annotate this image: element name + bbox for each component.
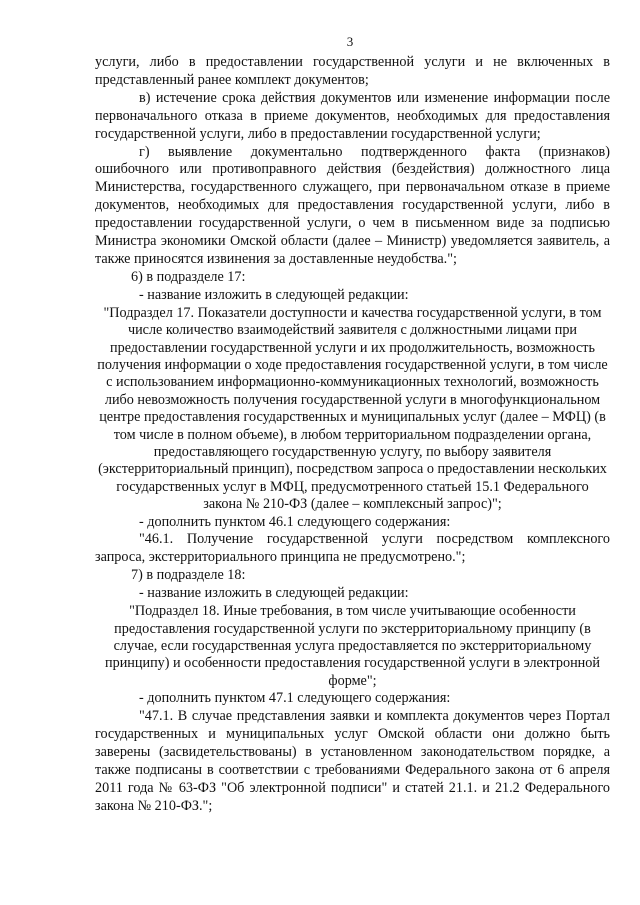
paragraph-add-46-1: - дополнить пунктом 46.1 следующего содержания: (139, 513, 451, 530)
paragraph-46-1: "46.1. Получение государственной услуги посредством комплексного запроса, экстерриториального принципа не предусмотрено."; (95, 531, 610, 566)
paragraph-continuation: услуги, либо в предоставлении государственной услуги и не включенных в представленный ранее комплект документов; (95, 54, 610, 88)
subsection-18-title: "Подраздел 18. Иные требования, в том числе учитывающие особенности предоставления государственной услуги по экстерриториальному принципу (в случае, если государственная услуга предоставляется по экстерриториальному принципу) и особенности предоставления государственной услуги в электронной форме"; (105, 603, 600, 689)
paragraph-item-7: 7) в подразделе 18: (131, 567, 246, 584)
subsection-17-title: "Подраздел 17. Показатели доступности и качества государственной услуги, в том числе количество взаимодействий заявителя с должностными лицами при предоставлении государственной услуги и их продолжительность, возможность получения информации о ходе предоставления государственной услуги, в том числе с использованием информационно-коммуникационных технологий, возможность либо невозможность получения государственной услуги в многофункциональном центре предоставления государственных и муниципальных услуг (далее – МФЦ) (в том числе в полном объеме), в любом территориальном подразделении органа, предоставляющего государственную услугу, по выбору заявителя (экстерриториальный принцип), посредством запроса о предоставлении нескольких государственных услуг в МФЦ, предусмотренного статьей 15.1 Федерального закона № 210-ФЗ (далее – комплексный запрос)"; (97, 304, 608, 513)
page-number: 3 (346, 34, 354, 49)
paragraph-47-1: "47.1. В случае представления заявки и комплекта документов через Портал государственных и муниципальных услуг Омской области они должно быть заверены (засвидетельствованы) в установленном законодательством порядке, а также подписаны в соответствии с требованиями Федерального закона от 6 апреля 2011 года № 63-ФЗ "Об электронной подписи" и статей 21.1. и 21.2 Федерального закона № 210-ФЗ."; (95, 708, 610, 814)
paragraph-item-g: г) выявление документально подтвержденного факта (признаков) ошибочного или противоправного действия (бездействия) должностного лица Министерства, государственного служащего, при первоначальном отказе в приеме документов, необходимых для предоставления государственной услуги, либо в предоставлении государственной услуги, о чем в письменном виде за подписью Министра экономики Омской области (далее – Министр) уведомляется заявитель, а также приносятся извинения за доставленные неудобства."; (95, 143, 610, 267)
paragraph-item-6: 6) в подразделе 17: (131, 268, 246, 285)
paragraph-item-v: в) истечение срока действия документов или изменение информации после первоначального отказа в приеме документов, необходимых для предоставления государственной услуги, либо в предоставлении государственной услуги; (95, 89, 610, 142)
document-body (95, 54, 610, 815)
paragraph-add-47-1: - дополнить пунктом 47.1 следующего содержания: (139, 690, 451, 707)
paragraph-rename-18: - название изложить в следующей редакции: (139, 585, 409, 602)
paragraph-rename-17: - название изложить в следующей редакции: (139, 286, 409, 303)
